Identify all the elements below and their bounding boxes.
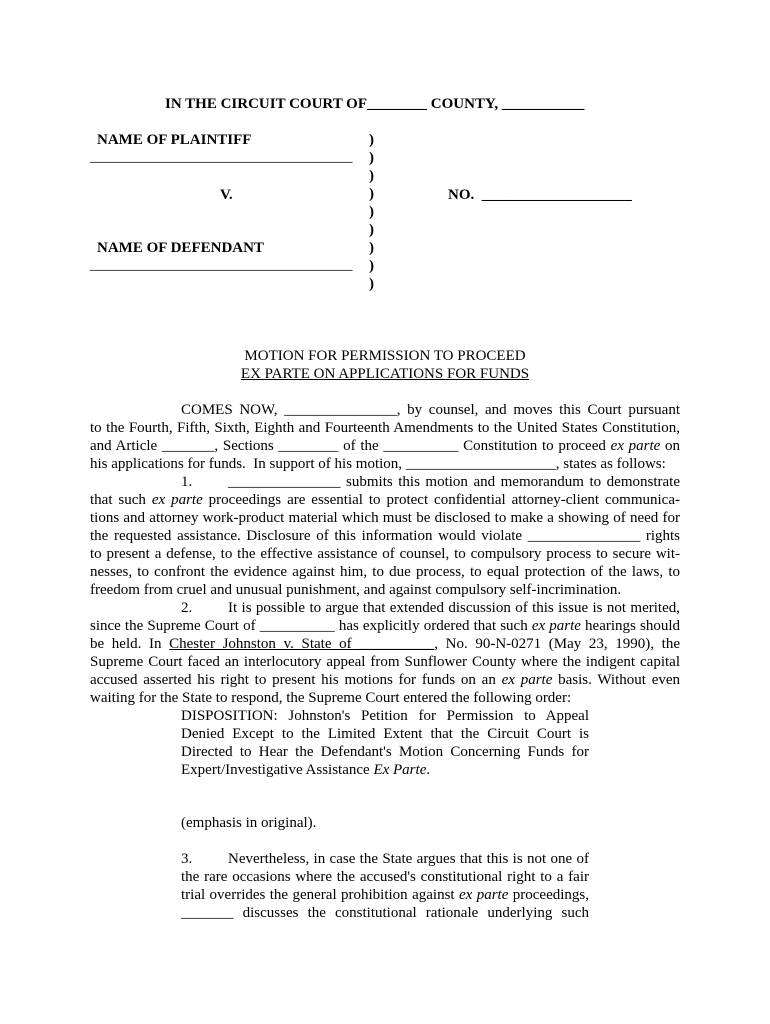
p3-line1: It is possible to argue that extended discussion of this issue is not merited, bbox=[228, 600, 680, 616]
p2-line1: _______________ submits this motion and memorandum to demonstrate bbox=[228, 474, 680, 490]
court-header bbox=[165, 95, 584, 113]
court-blank: ________ bbox=[367, 96, 428, 112]
paren-5: ) bbox=[369, 204, 374, 220]
p3-line5: accused asserted his right to present his motions for funds on an ex parte basis. Without even bbox=[90, 672, 681, 688]
p1-line3: and Article _______, Sections ________ of the __________ Constitution to proceed ex parte on bbox=[90, 438, 680, 454]
p2-line2: that such ex parte proceedings are essential to protect confidential attorney-client communica- bbox=[90, 492, 680, 508]
paren-6: ) bbox=[369, 222, 374, 238]
paren-3: ) bbox=[369, 168, 374, 184]
p1-line2: to the Fourth, Fifth, Sixth, Eighth and Fourteenth Amendments to the United States Constitution, bbox=[90, 420, 680, 436]
p2-line5: to present a defense, to the effective assistance of counsel, to compulsory process to secure wit- bbox=[90, 546, 680, 562]
paren-2: ) bbox=[369, 150, 374, 166]
p1-line4: his applications for funds. In support of his motion, ____________________, states as follows: bbox=[90, 456, 666, 472]
p4-line4: _______ discusses the constitutional rationale underlying such bbox=[181, 905, 589, 921]
plaintiff-blank: ___________________________________ bbox=[90, 149, 353, 165]
case-number-label: NO. bbox=[448, 187, 475, 203]
paren-8: ) bbox=[369, 258, 374, 274]
disposition-line3: Directed to Hear the Defendant's Motion Concerning Funds for bbox=[181, 744, 589, 760]
p3-line3: be held. In Chester Johnston v. State of __________, No. 90-N-0271 (May 23, 1990), the bbox=[90, 636, 680, 652]
paren-4: ) bbox=[369, 186, 374, 202]
p4-number: 3. bbox=[181, 851, 193, 867]
motion-title-line2: EX PARTE ON APPLICATIONS FOR FUNDS bbox=[240, 366, 530, 382]
plaintiff-label: NAME OF PLAINTIFF bbox=[97, 132, 252, 148]
p2-line4: the requested assistance. Disclosure of this information would violate _______________ rights bbox=[90, 528, 680, 544]
p4-line2: the rare occasions where the accused's constitutional right to a fair bbox=[181, 869, 589, 885]
disposition-line2: Denied Except to the Limited Extent that the Circuit Court is bbox=[181, 726, 589, 742]
p2-number: 1. bbox=[181, 474, 193, 490]
disposition-line1: DISPOSITION: Johnston's Petition for Permission to Appeal bbox=[181, 708, 589, 724]
motion-title-line1: MOTION FOR PERMISSION TO PROCEED bbox=[244, 348, 526, 364]
p3-line4: Supreme Court faced an interlocutory appeal from Sunflower County where the indigent capital bbox=[90, 654, 680, 670]
p2-line7: freedom from cruel and unusual punishment, and against compulsory self-incrimination. bbox=[90, 582, 622, 598]
p4-line1: Nevertheless, in case the State argues that this is not one of bbox=[228, 851, 589, 867]
case-citation: Chester Johnston v. State of __________ bbox=[169, 636, 435, 652]
p3-line6: waiting for the State to respond, the Supreme Court entered the following order: bbox=[90, 690, 572, 706]
p2-line6: nesses, to confront the evidence against him, to due process, to equal protection of the laws, to bbox=[90, 564, 680, 580]
defendant-blank: ___________________________________ bbox=[90, 257, 353, 273]
emphasis-note: (emphasis in original). bbox=[181, 815, 317, 831]
disposition-line4: Expert/Investigative Assistance Ex Parte. bbox=[181, 762, 431, 778]
county-label: COUNTY, bbox=[427, 96, 502, 112]
p2-line3: tions and attorney work-product material which must be disclosed to make a showing of need for bbox=[90, 510, 680, 526]
p3-line2: since the Supreme Court of __________ has explicitly ordered that such ex parte hearings should bbox=[90, 618, 680, 634]
defendant-label: NAME OF DEFENDANT bbox=[97, 240, 264, 256]
paren-9: ) bbox=[369, 276, 374, 292]
p4-line3: trial overrides the general prohibition against ex parte proceedings, bbox=[181, 887, 589, 903]
court-prefix: IN THE CIRCUIT COURT OF bbox=[165, 96, 368, 112]
county-blank: ___________ bbox=[501, 96, 585, 112]
p1-line1: COMES NOW, _______________, by counsel, and moves this Court pursuant bbox=[181, 402, 680, 418]
p3-number: 2. bbox=[181, 600, 193, 616]
paren-1: ) bbox=[369, 132, 374, 148]
case-number-blank: ____________________ bbox=[481, 187, 632, 203]
versus: V. bbox=[220, 187, 233, 203]
paren-7: ) bbox=[369, 240, 374, 256]
case-number bbox=[448, 186, 632, 204]
